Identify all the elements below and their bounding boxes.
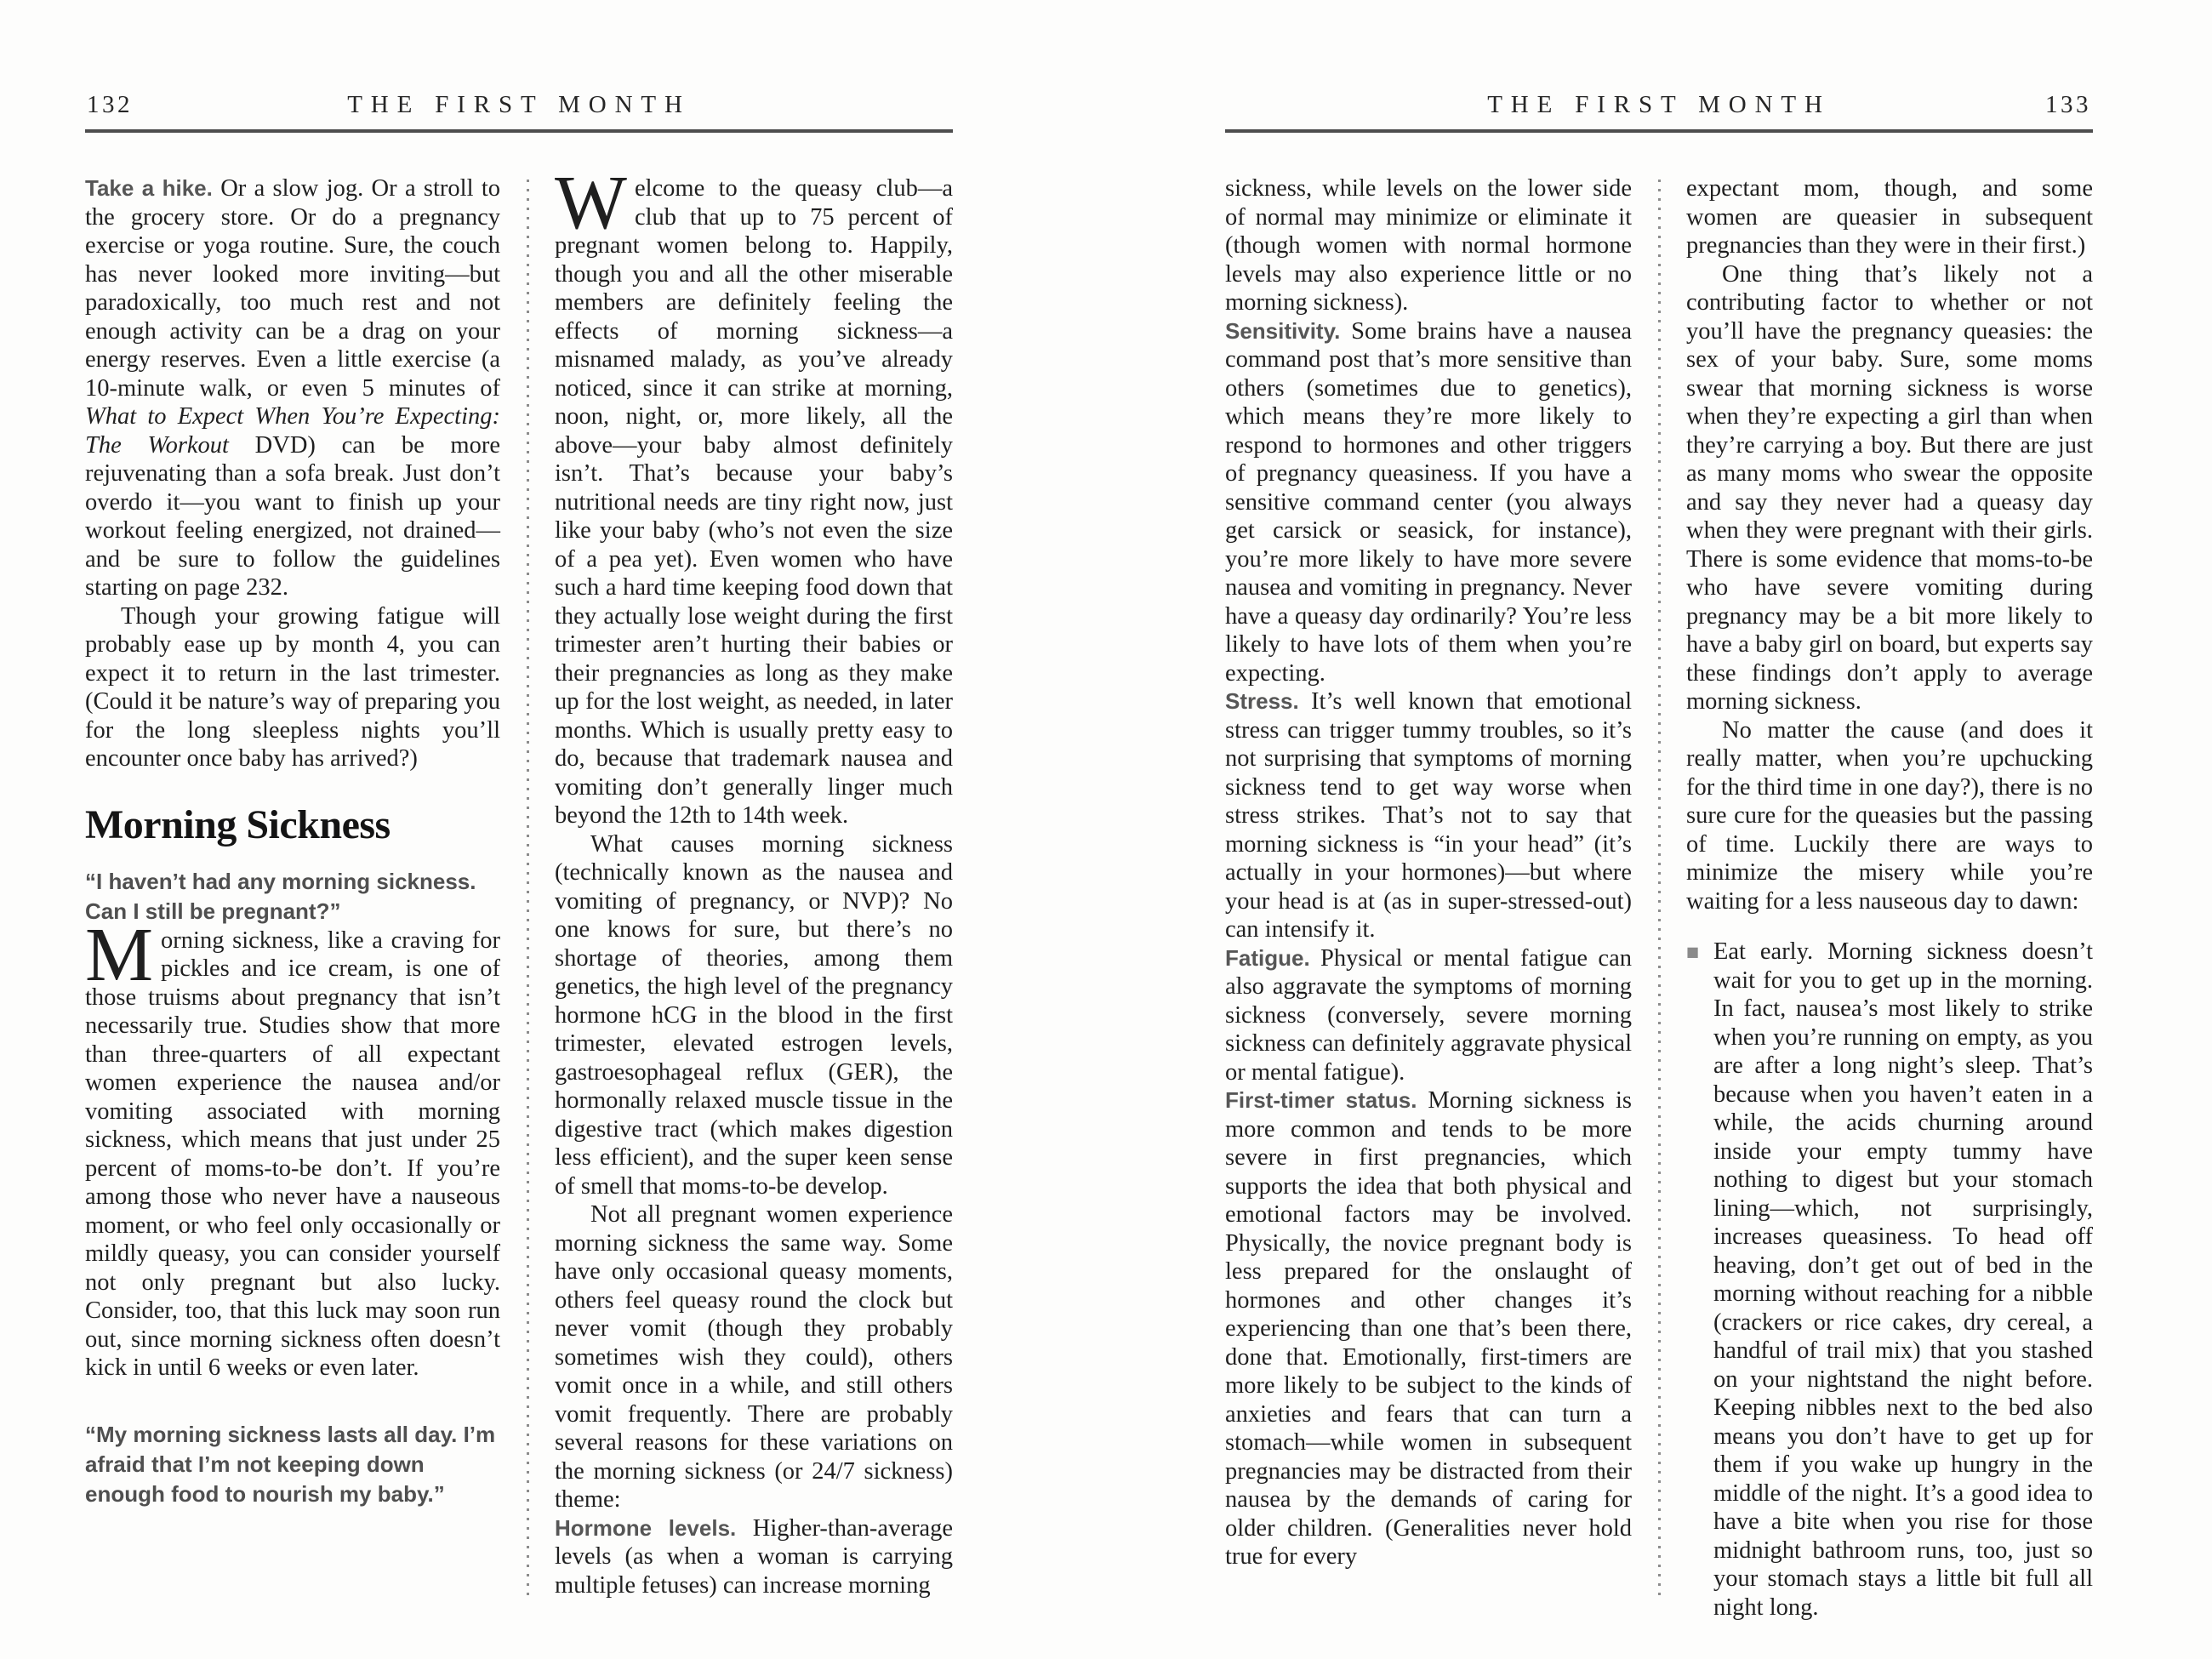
paragraph-text: It’s well known that emotional stress can trigger tummy troubles, so it’s not surprising that symptoms of morning sickness tend to get way worse when stress strikes. That’s not to say that morning sickness is “in your head” (it’s actually in your hormones)—but where your head is at (as in super-stressed-out) can intensify it. bbox=[1225, 688, 1632, 943]
run-in-heading: Fatigue. bbox=[1225, 944, 1310, 971]
left-page-columns bbox=[85, 161, 953, 1604]
paragraph bbox=[555, 161, 953, 830]
page-number: 132 bbox=[87, 91, 133, 118]
paragraph: expectant mom, though, and some women are queasier in subsequent pregnancies than they were in their first.) bbox=[1686, 175, 2093, 259]
bullet-square-icon: ■ bbox=[1686, 944, 1700, 960]
paragraph bbox=[1225, 317, 1632, 688]
paragraph-text: DVD) can be more rejuvenating than a sofa break. Just don’t overdo it—you want to finish up your workout feeling energized, not drained—and be sure to follow the guidelines starting on page 232. bbox=[85, 431, 500, 601]
section-heading: Morning Sickness bbox=[85, 801, 391, 847]
page-header-right bbox=[1225, 0, 2093, 133]
column-3 bbox=[1225, 174, 1632, 1622]
page-number: 133 bbox=[2045, 91, 2091, 118]
paragraph: What causes morning sickness (technically known as the nausea and vomiting of pregnancy, or NVP)? No one knows for sure, but there’s no shortage of theories, among them genetics, the high level of the pregnancy hormone hCG in the blood in the first trimester, elevated estrogen levels, gastroesophageal reflux (GER), the hormonally relaxed muscle tissue in the digestive tract (which makes digestion less efficient), and the super keen sense of smell that moms-to-be develop. bbox=[555, 830, 953, 1200]
paragraph: sickness, while levels on the lower side of normal may minimize or eliminate it (though women with normal hormone levels may also experience little or no morning sickness). bbox=[1225, 175, 1632, 316]
page-132 bbox=[85, 0, 953, 1659]
paragraph bbox=[1225, 944, 1632, 1087]
run-in-heading: Take a hike. bbox=[85, 175, 213, 201]
paragraph bbox=[1225, 687, 1632, 944]
column-divider bbox=[1632, 174, 1686, 1604]
drop-cap: M bbox=[85, 912, 154, 997]
paragraph-text: orning sickness, like a craving for pickles and ice cream, is one of those truisms about pregnancy that isn’t necessarily true. Studies show that more than three-quarters of all expectant women experience the nausea and/or vomiting associated with morning sickness, which means that just under 25 percent of moms-to-be don’t. If you’re among those who never have a nauseous moment, or who feel only occasionally or mildly queasy, you can consider yourself not only pregnant but also lucky. Consider, too, that this luck may soon run out, since morning sickness often doesn’t kick in until 6 weeks or even later. bbox=[85, 926, 500, 1381]
paragraph bbox=[85, 174, 500, 602]
page-133 bbox=[1225, 0, 2093, 1659]
paragraph: One thing that’s likely not a contributing factor to whether or not you’ll have the pregnancy queasies: the sex of your baby. Sure, some moms swear that morning sickness is worse when they’re expecting a girl than when they’re carrying a boy. But there are just as many moms who swear the opposite and say they never had a queasy day when they were pregnant with their girls. There is some evidence that moms-to-be who have severe vomiting during pregnancy may be a bit more likely to have a baby girl on board, but experts say these findings don’t apply to average morning sickness. bbox=[1686, 260, 2093, 715]
paragraph-text: Physical or mental fatigue can also aggravate the symptoms of morning sickness (conversely, severe morning sickness can definitely aggravate physical or mental fatigue). bbox=[1225, 944, 1632, 1086]
column-1 bbox=[85, 174, 500, 1604]
page-header-left bbox=[85, 0, 953, 133]
paragraph-text: Some brains have a nausea command post that’s more sensitive than others (sometimes due to genetics), which means they’re more likely to respond to hormones and other triggers of pregnancy queasiness. If you have a sensitive command center (you always get carsick or seasick, for instance), you’re more likely to have more severe nausea and vomiting in pregnancy. Never have a queasy day ordinarily? You’re less likely to have lots of them when you’re expecting. bbox=[1225, 317, 1632, 687]
run-in-heading: Hormone levels. bbox=[555, 1514, 737, 1541]
paragraph bbox=[85, 912, 500, 1382]
paragraph bbox=[555, 1514, 953, 1600]
book-title: What to Expect When You’re Expecting: The Workout bbox=[85, 403, 500, 459]
paragraph-text: elcome to the queasy club—a club that up to 75 percent of pregnant women belong to. Happily, though you and all the other miserable members are definitely feeling the effects of morning sickness—a misnamed malady, as you’ve already noticed, since it can strike at morning, noon, night, or, more likely, all the above—your baby almost definitely isn’t. That’s because your baby’s nutritional needs are tiny right now, just like your baby (who’s not even the size of a pea yet). Even women who have such a hard time keeping food down that they actually lose weight during the first trimester aren’t hurting their babies or their pregnancies as long as they make up for the lost weight, as needed, in later months. Which is usually pretty easy to do, because that trademark nausea and vomiting don’t generally linger much beyond the 12th to 14th week. bbox=[555, 175, 953, 829]
reader-question: “My morning sickness lasts all day. I’m afraid that I’m not keeping down enough food to nourish my baby.” bbox=[85, 1421, 496, 1507]
run-in-heading: Stress. bbox=[1225, 688, 1299, 714]
bullet-text: Eat early. Morning sickness doesn’t wait for you to get up in the morning. In fact, nausea’s most likely to strike when you’re running on empty, as you are after a long night’s sleep. That’s because when you haven’t eaten in a while, the acids churning around inside your empty tummy have nothing to digest but your stomach lining—which, not surprisingly, increases queasiness. To head off heaving, don’t get out of bed in the morning without reaching for a nibble (crackers or rice cakes, dry cereal, a handful of trail mix) that you stashed on your nightstand the night before. Keeping nibbles next to the bed also means you don’t have to get up for them if you wake up hungry in the middle of the night. It’s a good idea to have a bite when you rise for those midnight bathroom runs, too, just so your stomach stays a little bit full all night long. bbox=[1713, 938, 2093, 1621]
paragraph: Not all pregnant women experience morning sickness the same way. Some have only occasional queasy moments, others feel queasy round the clock but never vomit (though they probably sometimes wish they could), others vomit once in a while, and still others vomit frequently. There are probably several reasons for these variations on the morning sickness (or 24/7 sickness) theme: bbox=[555, 1201, 953, 1513]
running-head: THE FIRST MONTH bbox=[347, 91, 691, 118]
reader-question: “I haven’t had any morning sickness. Can I still be pregnant?” bbox=[85, 868, 476, 924]
paragraph-text: Morning sickness is more common and tends to be more severe in first pregnancies, which supports the idea that both physical and emotional factors may be involved. Physically, the novice pregnant body is less prepared for the onslaught of hormones and other changes it’s experiencing than one that’s been there, done that. Emotionally, first-timers are more likely to be subject to the kinds of anxieties and fears that can turn a stomach—while women in subsequent pregnancies may be distracted from their nausea by the demands of caring for older children. (Generalities never hold true for every bbox=[1225, 1087, 1632, 1570]
paragraph-text: Higher-than-average levels (as when a woman is carrying multiple fetuses) can increase morning bbox=[555, 1514, 953, 1599]
paragraph: Though your growing fatigue will probably ease up by month 4, you can expect it to return in the last trimester. (Could it be nature’s way of preparing you for the long sleepless nights you’ll encounter once baby has arrived?) bbox=[85, 602, 500, 772]
run-in-heading: First-timer status. bbox=[1225, 1087, 1417, 1113]
drop-cap: W bbox=[555, 161, 627, 245]
right-page-columns bbox=[1225, 174, 2093, 1622]
paragraph: No matter the cause (and does it really matter, when you’re upchucking for the third time in one day?), there is no sure cure for the queasies but the passing of time. Luckily there are ways to minimize the misery while you’re waiting for a less nauseous day to dawn: bbox=[1686, 716, 2093, 915]
run-in-heading: Sensitivity. bbox=[1225, 317, 1341, 344]
column-divider bbox=[500, 174, 555, 1604]
column-2 bbox=[555, 161, 953, 1604]
paragraph-text: Or a slow jog. Or a stroll to the grocery store. Or do a pregnancy exercise or yoga routine. Sure, the couch has never looked more inviting—but paradoxically, too much rest and not enough activity can be a drag on your energy reserves. Even a little exercise (a 10-minute walk, or even 5 minutes of bbox=[85, 175, 500, 402]
paragraph bbox=[1225, 1086, 1632, 1571]
bullet-item bbox=[1686, 938, 2093, 1622]
running-head: THE FIRST MONTH bbox=[1487, 91, 1831, 118]
column-4 bbox=[1686, 174, 2093, 1622]
